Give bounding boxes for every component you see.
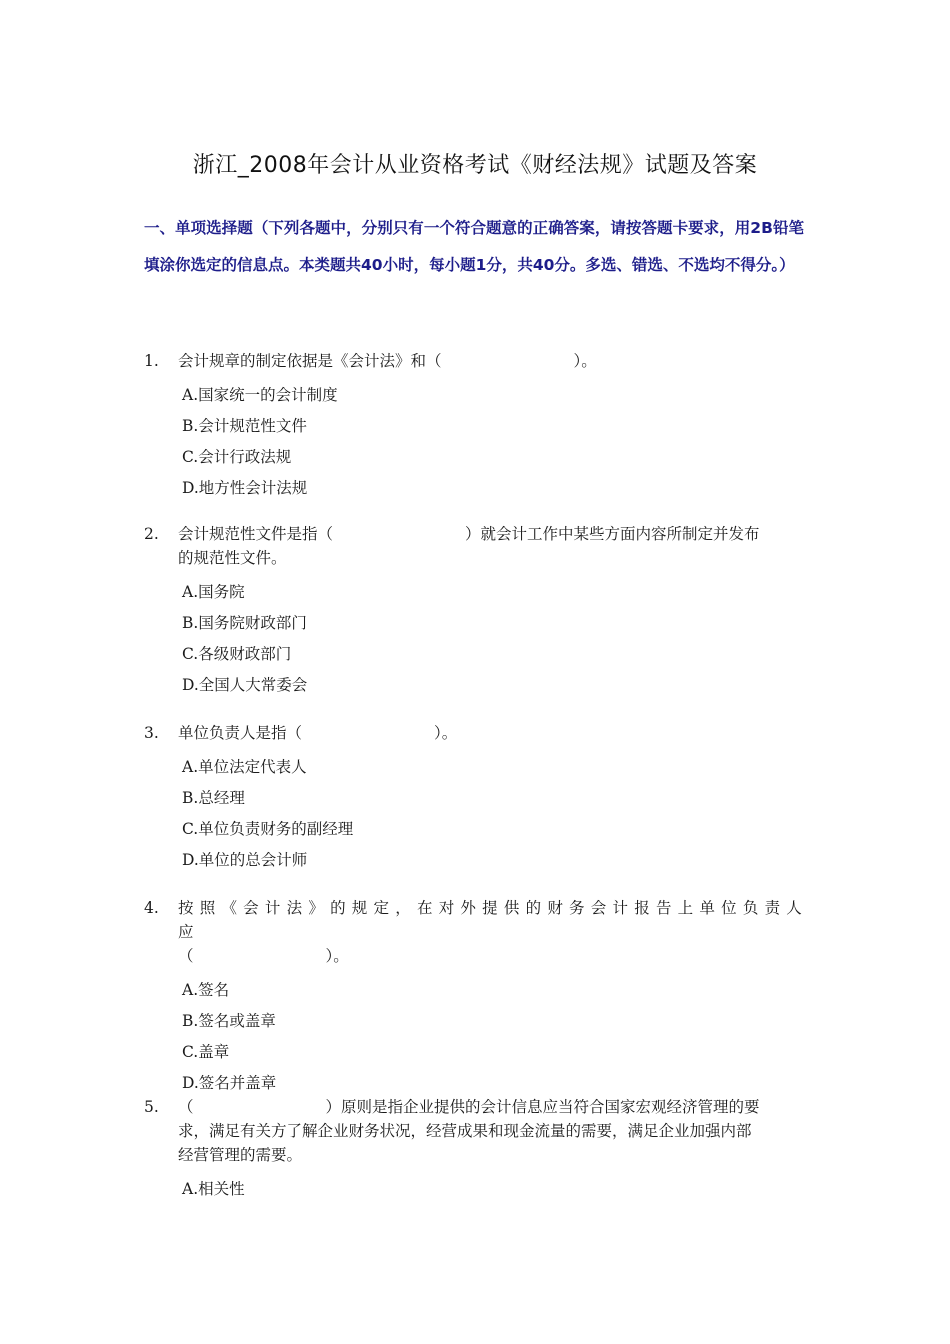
stem-text: ）。 bbox=[325, 947, 349, 965]
option-a: A.国务院 bbox=[182, 583, 245, 601]
options-list bbox=[144, 975, 808, 1099]
option-c: C.盖章 bbox=[182, 1043, 230, 1061]
option-d: D.签名并盖章 bbox=[182, 1074, 277, 1092]
stem-text: ）就会计工作中某些方面内容所制定并发布 bbox=[465, 525, 760, 543]
question-number: 2. bbox=[144, 525, 159, 543]
question-number: 4. bbox=[144, 899, 159, 917]
stem-text: 的规范性文件。 bbox=[178, 549, 287, 567]
stem-text: （ bbox=[178, 1098, 194, 1116]
question-5 bbox=[144, 1095, 808, 1205]
options-list bbox=[144, 1174, 808, 1205]
question-number: 1. bbox=[144, 352, 159, 370]
option-a: A.相关性 bbox=[182, 1180, 245, 1198]
options-list bbox=[144, 577, 808, 701]
question-4 bbox=[144, 896, 808, 1099]
question-stem bbox=[144, 349, 808, 373]
question-2 bbox=[144, 522, 808, 701]
question-stem bbox=[144, 721, 808, 745]
question-stem bbox=[144, 896, 808, 968]
option-a: A.签名 bbox=[182, 981, 230, 999]
question-3 bbox=[144, 721, 808, 876]
stem-text: ）。 bbox=[434, 724, 458, 742]
stem-text: ）原则是指企业提供的会计信息应当符合国家宏观经济管理的要 bbox=[325, 1098, 760, 1116]
question-number: 3. bbox=[144, 724, 159, 742]
stem-text: 按照《会计法》的规定，在对外提供的财务会计报告上单位负责人应 bbox=[178, 899, 808, 941]
stem-line bbox=[178, 944, 808, 968]
option-c: C.各级财政部门 bbox=[182, 645, 292, 663]
stem-text: （ bbox=[178, 947, 194, 965]
stem-text: ）。 bbox=[573, 352, 597, 370]
option-b: B.签名或盖章 bbox=[182, 1012, 276, 1030]
option-b: B.会计规范性文件 bbox=[182, 417, 307, 435]
options-list bbox=[144, 380, 808, 504]
option-c: C.单位负责财务的副经理 bbox=[182, 820, 354, 838]
option-b: B.国务院财政部门 bbox=[182, 614, 307, 632]
option-a: A.单位法定代表人 bbox=[182, 758, 307, 776]
stem-text: 求，满足有关方了解企业财务状况，经营成果和现金流量的需要，满足企业加强内部 bbox=[178, 1122, 752, 1140]
question-1 bbox=[144, 349, 808, 504]
option-b: B.总经理 bbox=[182, 789, 245, 807]
page-title: 浙江_2008年会计从业资格考试《财经法规》试题及答案 bbox=[192, 153, 758, 178]
option-d: D.单位的总会计师 bbox=[182, 851, 308, 869]
question-stem bbox=[144, 522, 808, 570]
stem-text: 单位负责人是指（ bbox=[178, 724, 303, 742]
options-list bbox=[144, 752, 808, 876]
option-d: D.地方性会计法规 bbox=[182, 479, 308, 497]
stem-text: 会计规范性文件是指（ bbox=[178, 525, 334, 543]
stem-text: 经营管理的需要。 bbox=[178, 1146, 303, 1164]
question-stem bbox=[144, 1095, 808, 1167]
option-c: C.会计行政法规 bbox=[182, 448, 292, 466]
option-a: A.国家统一的会计制度 bbox=[182, 386, 338, 404]
question-number: 5. bbox=[144, 1098, 159, 1116]
stem-text: 会计规章的制定依据是《会计法》和（ bbox=[178, 352, 442, 370]
option-d: D.全国人大常委会 bbox=[182, 676, 308, 694]
section-heading: 一、单项选择题（下列各题中，分别只有一个符合题意的正确答案，请按答题卡要求，用2B铅笔填涂你选定的信息点。本类题共40小时，每小题1分，共40分。多选、错选、不选均不得分。） bbox=[144, 219, 804, 274]
